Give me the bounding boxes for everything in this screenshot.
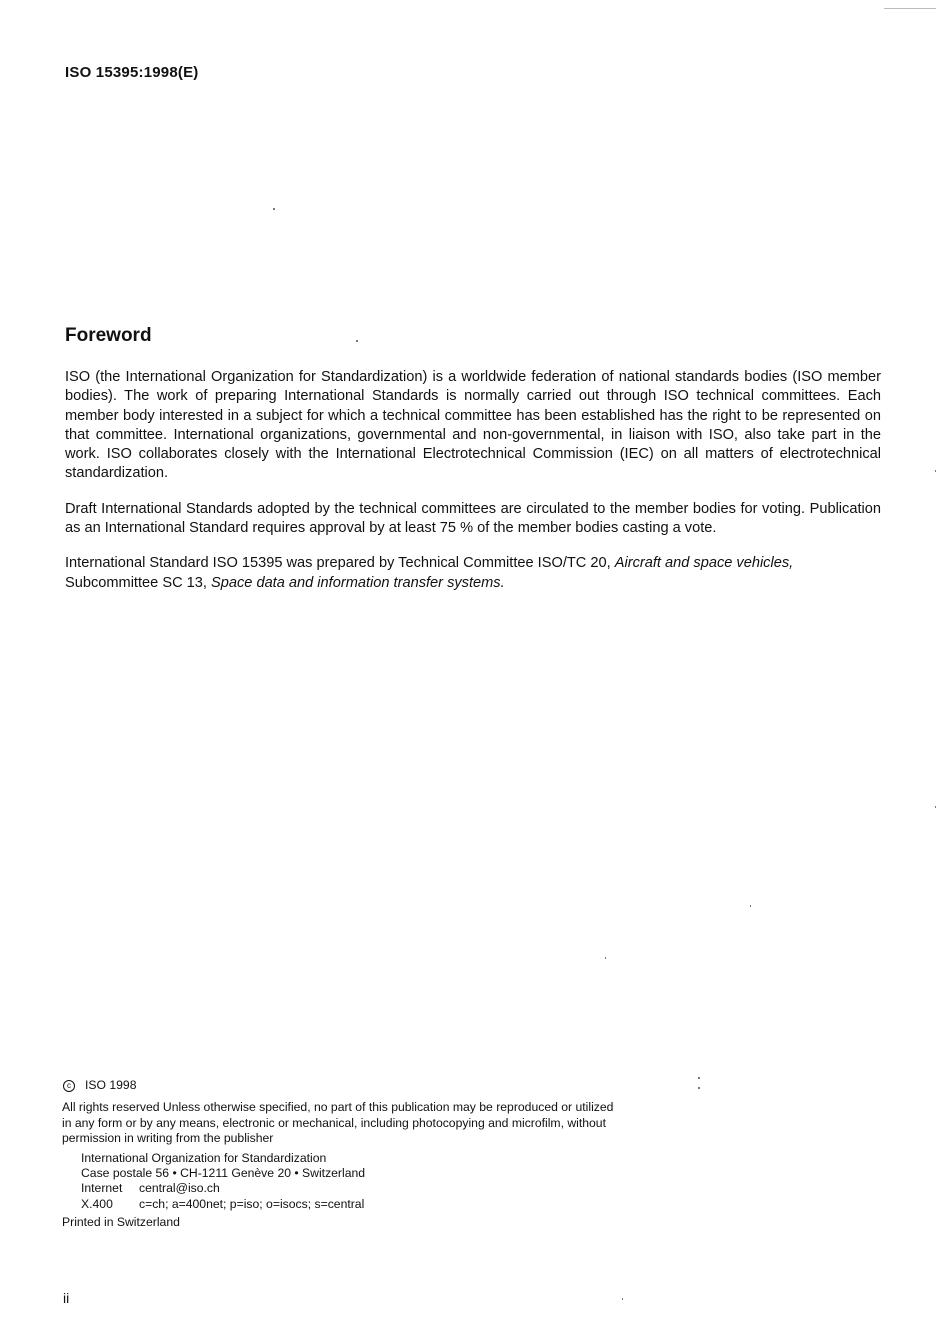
foreword-paragraph-1: ISO (the International Organization for Standardization) is a worldwide federation of national standards bodies (ISO member bodies). The work of preparing International Standards is normally carried out through ISO technical committees. Each member body interested in a subject for which a technical committee has been established has the right to be represented on that committee. International organizations, governmental and non-governmental, in liaison with ISO, also take part in the work. ISO collaborates closely with the International Electrotechnical Commission (IEC) on all matters of electrotechnical standardization. <box>65 369 881 482</box>
x400-label: X.400 <box>81 1196 113 1211</box>
internet-value: central@iso.ch <box>139 1181 220 1196</box>
scan-speck <box>935 806 936 808</box>
scan-speck <box>750 905 751 907</box>
publisher-postal: Case postale 56 • CH-1211 Genève 20 • Switzerland <box>81 1166 366 1181</box>
publisher-x400 <box>81 1197 622 1212</box>
x400-value: c=ch; a=400net; p=iso; o=isocs; s=central <box>139 1196 365 1211</box>
copyright-icon: c <box>63 1080 75 1092</box>
publisher-internet <box>81 1181 622 1196</box>
rights-statement: All rights reserved Unless otherwise specified, no part of this publication may be reproduced or utilized in any form or by any means, electronic or mechanical, including photocopying and microfilm, without permission in writing from the publisher <box>62 1100 614 1146</box>
copyright-year: ISO 1998 <box>85 1078 137 1092</box>
subcommittee-name: Space data and information transfer systems. <box>211 574 505 591</box>
scan-speck <box>698 1087 700 1089</box>
foreword-paragraph-2: Draft International Standards adopted by the technical committees are circulated to the member bodies for voting. Publication as an International Standard requires approval by at least 75 % of the member bodies casting a vote. <box>65 500 881 537</box>
internet-label: Internet <box>81 1181 123 1196</box>
committee-name: Aircraft and space vehicles, <box>614 555 794 572</box>
scan-speck <box>356 340 358 342</box>
foreword-paragraph-3 <box>65 554 881 593</box>
scan-speck <box>622 1298 623 1300</box>
printed-in: Printed in Switzerland <box>62 1215 180 1230</box>
copyright-year-line <box>62 1078 622 1093</box>
publisher-organization: International Organization for Standardization <box>81 1150 327 1165</box>
copyright-notice <box>62 1078 622 1231</box>
scan-speck <box>884 8 936 9</box>
scan-speck <box>935 470 936 472</box>
scan-speck <box>698 1077 700 1079</box>
foreword-body <box>65 368 881 609</box>
paragraph-3-text-b: Subcommittee SC 13, <box>65 574 212 591</box>
scan-speck <box>605 957 606 959</box>
scan-speck <box>273 208 275 210</box>
document-standard-id: ISO 15395:1998(E) <box>65 64 199 81</box>
paragraph-3-text-a: International Standard ISO 15395 was prepared by Technical Committee ISO/TC 20, <box>65 555 615 572</box>
foreword-heading: Foreword <box>65 325 152 346</box>
page-number: ii <box>63 1290 70 1306</box>
publisher-address <box>81 1151 622 1213</box>
